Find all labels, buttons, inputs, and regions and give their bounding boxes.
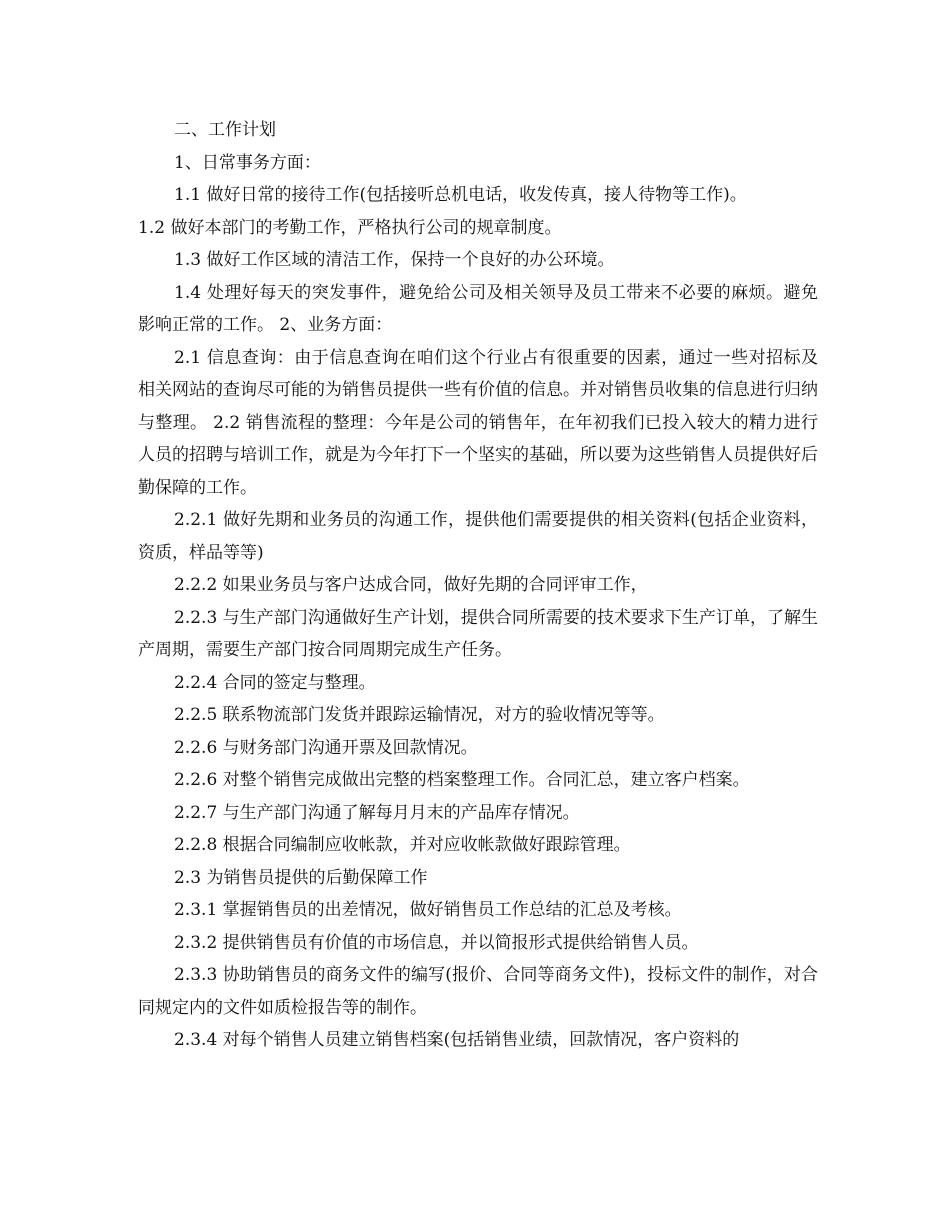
paragraph-4: 1.2 做好本部门的考勤工作，严格执行公司的规章制度。 xyxy=(138,217,562,238)
paragraph-14: 2.2.6 对整个销售完成做出完整的档案整理工作。合同汇总，建立客户档案。 xyxy=(174,770,750,790)
paragraph-10: 2.2.3 与生产部门沟通做好生产计划，提供合同所需要的技术要求下生产订单，了解生产周期，需要生产部门按合同周期完成生产任务。 xyxy=(138,607,818,660)
paragraph-18: 2.3.1 掌握销售员的出差情况，做好销售员工作总结的汇总及考核。 xyxy=(174,900,682,920)
paragraph-21: 2.3.4 对每个销售人员建立销售档案(包括销售业绩，回款情况，客户资料的 xyxy=(174,1030,740,1050)
paragraph-5: 1.3 做好工作区域的清洁工作，保持一个良好的办公环境。 xyxy=(174,250,615,270)
paragraph-7: 2.1 信息查询：由于信息查询在咱们这个行业占有很重要的因素，通过一些对招标及相关网站的查询尽可能的为销售员提供一些有价值的信息。并对销售员收集的信息进行归纳与整理。 2.2 销售流程的整理：今年是公司的销售年，在年初我们已投入较大的精力进行人员的招聘与培训工作，就是为今年打下一个坚实的基础，所以要为这些销售人员提供好后勤保障的工作。 xyxy=(138,347,818,498)
document-page xyxy=(138,114,818,1057)
paragraph-19: 2.3.2 提供销售员有价值的市场信息，并以简报形式提供给销售人员。 xyxy=(174,932,699,953)
paragraph-15: 2.2.7 与生产部门沟通了解每月月末的产品库存情况。 xyxy=(174,802,580,823)
paragraph-9: 2.2.2 如果业务员与客户达成合同，做好先期的合同评审工作， xyxy=(174,575,648,595)
paragraph-3: 1.1 做好日常的接待工作(包括接听总机电话，收发传真，接人待物等工作)。 xyxy=(174,185,747,205)
paragraph-6: 1.4 处理好每天的突发事件，避免给公司及相关领导及员工带来不必要的麻烦。避免影响正常的工作。 2、业务方面： xyxy=(138,282,818,335)
paragraph-8: 2.2.1 做好先期和业务员的沟通工作，提供他们需要提供的相关资料(包括企业资料，资质，样品等等) xyxy=(138,510,818,563)
paragraph-20: 2.3.3 协助销售员的商务文件的编写(报价、合同等商务文件)，投标文件的制作，对合同规定内的文件如质检报告等的制作。 xyxy=(138,965,818,1018)
paragraph-12: 2.2.5 联系物流部门发货并跟踪运输情况，对方的验收情况等等。 xyxy=(174,705,665,725)
paragraph-13: 2.2.6 与财务部门沟通开票及回款情况。 xyxy=(174,737,478,758)
paragraph-17: 2.3 为销售员提供的后勤保障工作 xyxy=(174,867,428,888)
paragraph-1: 二、工作计划 xyxy=(174,120,276,140)
paragraph-2: 1、日常事务方面： xyxy=(174,152,321,173)
paragraph-16: 2.2.8 根据合同编制应收帐款，并对应收帐款做好跟踪管理。 xyxy=(174,835,631,855)
paragraph-11: 2.2.4 合同的签定与整理。 xyxy=(174,672,376,693)
